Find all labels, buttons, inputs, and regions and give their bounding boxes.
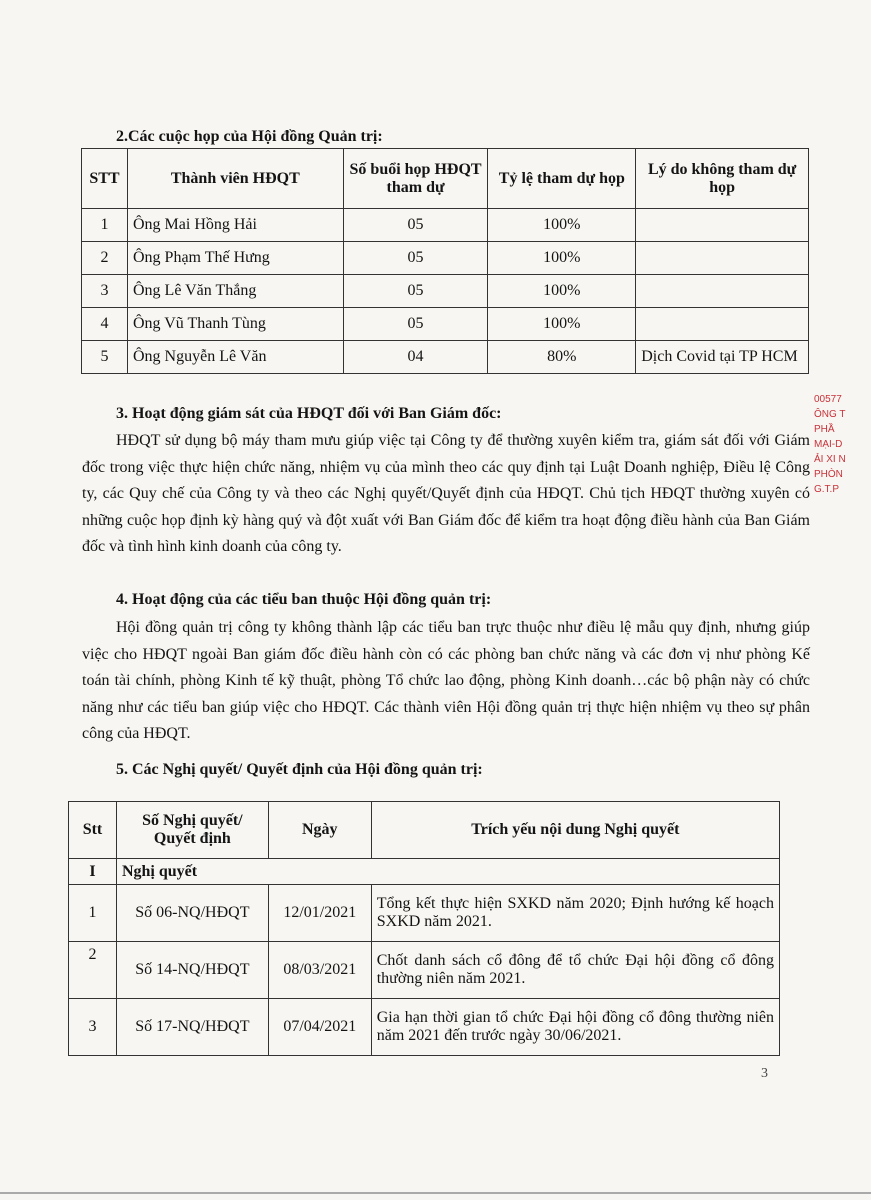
cell-rate: 100% [488,242,636,275]
section2-heading: 2.Các cuộc họp của Hội đồng Quản trị: [116,128,383,145]
header-stt: STT [82,149,128,209]
stamp-line: PHÒN [814,469,843,480]
header-rate: Tỷ lệ tham dự họp [488,149,636,209]
cell-summary: Gia hạn thời gian tổ chức Đại hội đồng cổ đông thường niên năm 2021 đến trước ngày 30/06/2021. [371,999,779,1056]
cell-sessions: 05 [343,275,488,308]
cell-reason: Dịch Covid tại TP HCM [636,341,809,374]
cell-stt: 3 [82,275,128,308]
header-number: Số Nghị quyết/ Quyết định [116,802,268,859]
cell-summary: Chốt danh sách cổ đông để tổ chức Đại hội đồng cổ đông thường niên năm 2021. [371,942,779,999]
table-row [82,242,809,275]
section5-heading: 5. Các Nghị quyết/ Quyết định của Hội đồng quản trị: [116,761,483,778]
cell-number: Số 17-NQ/HĐQT [116,999,268,1056]
section3-heading: 3. Hoạt động giám sát của HĐQT đối với Ban Giám đốc: [116,405,502,422]
group-index: I [69,859,117,885]
company-stamp-fragment [814,392,871,542]
cell-member: Ông Vũ Thanh Tùng [127,308,343,341]
table-row [82,275,809,308]
cell-sessions: 05 [343,308,488,341]
cell-summary: Tổng kết thực hiện SXKD năm 2020; Định hướng kế hoạch SXKD năm 2021. [371,885,779,942]
stamp-line: ÔNG T [814,409,846,420]
stamp-line: MẠI-D [814,439,843,450]
cell-rate: 100% [488,275,636,308]
cell-stt: 4 [82,308,128,341]
stamp-line: 00577 [814,394,842,405]
cell-number: Số 06-NQ/HĐQT [116,885,268,942]
resolutions-table [68,801,780,1056]
cell-date: 08/03/2021 [268,942,371,999]
header-reason: Lý do không tham dự họp [636,149,809,209]
section3-paragraph: HĐQT sử dụng bộ máy tham mưu giúp việc tại Công ty để thường xuyên kiểm tra, giám sát đối với Giám đốc trong việc thực hiện chức năng, nhiệm vụ của mình theo các quy định tại Luật Doanh nghiệp, Điều lệ Công ty, các Quy chế của Công ty và theo các Nghị quyết/Quyết định của HĐQT. Chủ tịch HĐQT thường xuyên có những cuộc họp định kỳ hàng quý và đột xuất với Ban Giám đốc để kiểm tra hoạt động điều hành của Ban Giám đốc và tình hình kinh doanh của công ty. [82,432,810,555]
cell-stt: 3 [69,999,117,1056]
cell-member: Ông Mai Hồng Hải [127,209,343,242]
cell-sessions: 04 [343,341,488,374]
cell-rate: 80% [488,341,636,374]
group-label: Nghị quyết [116,859,779,885]
cell-member: Ông Phạm Thế Hưng [127,242,343,275]
cell-stt: 5 [82,341,128,374]
page-number: 3 [761,1066,768,1081]
header-summary: Trích yếu nội dung Nghị quyết [371,802,779,859]
cell-sessions: 05 [343,209,488,242]
cell-reason [636,275,809,308]
cell-member: Ông Lê Văn Thắng [127,275,343,308]
cell-stt: 1 [69,885,117,942]
cell-reason [636,308,809,341]
scan-edge-line [0,1192,871,1194]
table-row [82,341,809,374]
meetings-table [81,148,809,374]
cell-stt: 2 [69,942,117,999]
header-stt: Stt [69,802,117,859]
cell-date: 07/04/2021 [268,999,371,1056]
section4-heading: 4. Hoạt động của các tiểu ban thuộc Hội đồng quản trị: [116,591,492,608]
cell-date: 12/01/2021 [268,885,371,942]
section4-paragraph: Hội đồng quản trị công ty không thành lập các tiểu ban trực thuộc như điều lệ mẫu quy định, nhưng giúp việc cho HĐQT ngoài Ban giám đốc điều hành còn có các phòng ban chức năng và các đơn vị như phòng Kế toán tài chính, phòng Kinh tế kỹ thuật, phòng Tổ chức lao động, phòng Kinh doanh…các bộ phận này có chức năng như các tiểu ban giúp việc cho HĐQT. Các thành viên Hội đồng quản trị thực hiện nhiệm vụ theo sự phân công của HĐQT. [82,619,810,742]
stamp-line: G.T.P [814,484,840,495]
cell-reason [636,209,809,242]
group-row [69,859,780,885]
cell-stt: 2 [82,242,128,275]
table-header-row [69,802,780,859]
cell-rate: 100% [488,209,636,242]
stamp-line: PHẦ [814,424,835,435]
cell-stt: 1 [82,209,128,242]
table-row [82,209,809,242]
table-row [82,308,809,341]
cell-number: Số 14-NQ/HĐQT [116,942,268,999]
cell-member: Ông Nguyễn Lê Văn [127,341,343,374]
table-header-row [82,149,809,209]
cell-sessions: 05 [343,242,488,275]
table-row [69,999,780,1056]
header-date: Ngày [268,802,371,859]
header-member: Thành viên HĐQT [127,149,343,209]
cell-reason [636,242,809,275]
header-sessions: Số buổi họp HĐQT tham dự [343,149,488,209]
stamp-line: ẢI XI N [814,454,846,465]
table-row [69,942,780,999]
table-row [69,885,780,942]
cell-rate: 100% [488,308,636,341]
